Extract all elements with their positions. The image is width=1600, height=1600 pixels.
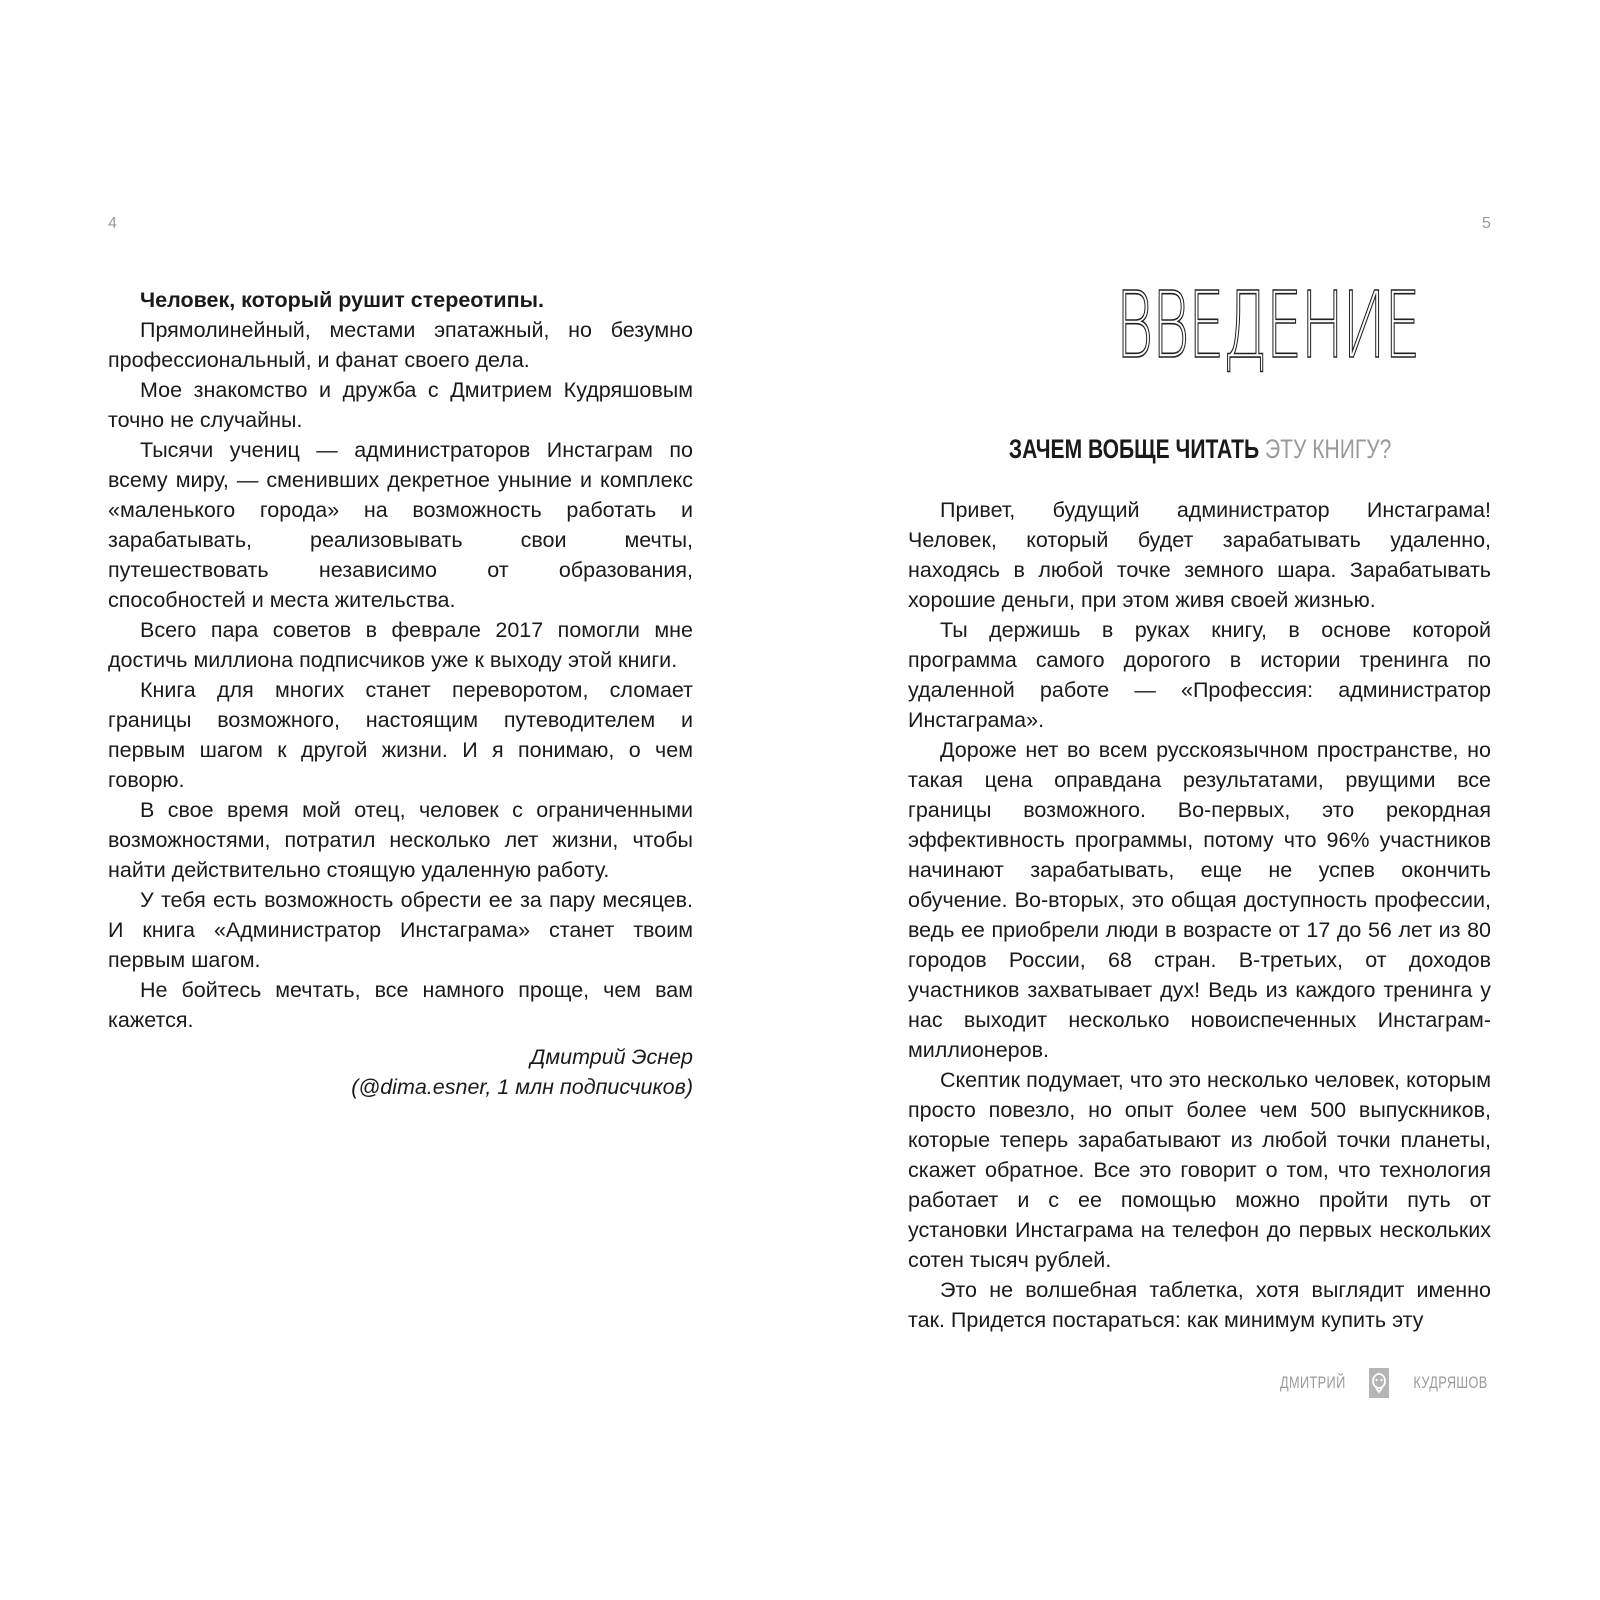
chapter-subtitle bbox=[920, 432, 1480, 466]
paragraph: Дороже нет во всем русскоязычном пространстве, но такая цена оправдана результатами, рвущими все границы возможного. Во-первых, это рекордная эффективность программы, потому что 96% участников начинают зарабатывать, еще не успев окончить обучение. Во-вторых, это общая доступность профессии, ведь ее приобрели люди в возрасте от 17 до 56 лет из 80 городов России, 68 стран. В-третьих, от доходов участников захватывает дух! Ведь из каждого тренинга у нас выходит несколько новоиспеченных Инстаграм-миллионеров. bbox=[908, 738, 1491, 1062]
paragraph: В свое время мой отец, человек с ограниченными возможностями, потратил несколько лет жизни, чтобы найти действительно стоящую удаленную работу. bbox=[108, 798, 693, 882]
paragraph: У тебя есть возможность обрести ее за пару месяцев. И книга «Администратор Инстаграма» станет твоим первым шагом. bbox=[108, 888, 693, 972]
signature-name: Дмитрий Эснер bbox=[530, 1045, 693, 1069]
lead-heading: Человек, который рушит стереотипы. bbox=[140, 288, 544, 312]
paragraph: Это не волшебная таблетка, хотя выглядит именно так. Придется постараться: как минимум купить эту bbox=[908, 1278, 1491, 1332]
paragraph: Не бойтесь мечтать, все намного проще, чем вам кажется. bbox=[108, 978, 693, 1032]
author-first-name: ДМИТРИЙ bbox=[1280, 1373, 1347, 1392]
signature bbox=[108, 1042, 693, 1102]
paragraph: Книга для многих станет переворотом, сломает границы возможного, настоящим путеводителем и первым шагом к другой жизни. И я понимаю, о чем говорю. bbox=[108, 678, 693, 792]
paragraph: Ты держишь в руках книгу, в основе которой программа самого дорогого в истории тренинга по удаленной работе — «Профессия: администратор Инстаграма». bbox=[908, 618, 1491, 732]
footer-author-brand bbox=[1280, 1366, 1500, 1400]
subtitle-bold: ЗАЧЕМ ВОБЩЕ ЧИТАТЬ bbox=[1008, 434, 1260, 464]
paragraph: Всего пара советов в феврале 2017 помогли мне достичь миллиона подписчиков уже к выходу этой книги. bbox=[108, 618, 693, 672]
page-number-left: 4 bbox=[108, 215, 117, 232]
paragraph: Мое знакомство и дружба с Дмитрием Кудряшовым точно не случайны. bbox=[108, 378, 693, 432]
author-last-name: КУДРЯШОВ bbox=[1413, 1373, 1488, 1392]
right-page-text bbox=[908, 495, 1491, 1335]
paragraph: Прямолинейный, местами эпатажный, но безумно профессиональный, и фанат своего дела. bbox=[108, 318, 693, 372]
page-number-right: 5 bbox=[1482, 215, 1491, 232]
face-logo-icon bbox=[1369, 1368, 1389, 1398]
paragraph: Скептик подумает, что это несколько человек, которым просто повезло, но опыт более чем 500 выпускников, которые теперь зарабатывают из любой точки планеты, скажет обратное. Все это говорит о том, что технология работает и с ее помощью можно пройти путь от установки Инстаграма на телефон до первых нескольких сотен тысяч рублей. bbox=[908, 1068, 1491, 1272]
paragraph: Привет, будущий администратор Инстаграма! Человек, который будет зарабатывать удаленно, находясь в любой точке земного шара. Зарабатывать хорошие деньги, при этом живя своей жизнью. bbox=[908, 498, 1491, 612]
chapter-title: ВВЕДЕНИЕ bbox=[1116, 272, 1420, 379]
signature-handle: (@dima.esner, 1 млн подписчиков) bbox=[351, 1075, 693, 1099]
left-page-text bbox=[108, 285, 693, 1035]
subtitle-light: ЭТУ КНИГУ? bbox=[1264, 434, 1392, 464]
paragraph: Тысячи учениц — администраторов Инстаграм по всему миру, — сменивших декретное уныние и комплекс «маленького города» на возможность работать и зарабатывать, реализовывать свои мечты, путешествовать независимо от образования, способностей и места жительства. bbox=[108, 438, 693, 612]
